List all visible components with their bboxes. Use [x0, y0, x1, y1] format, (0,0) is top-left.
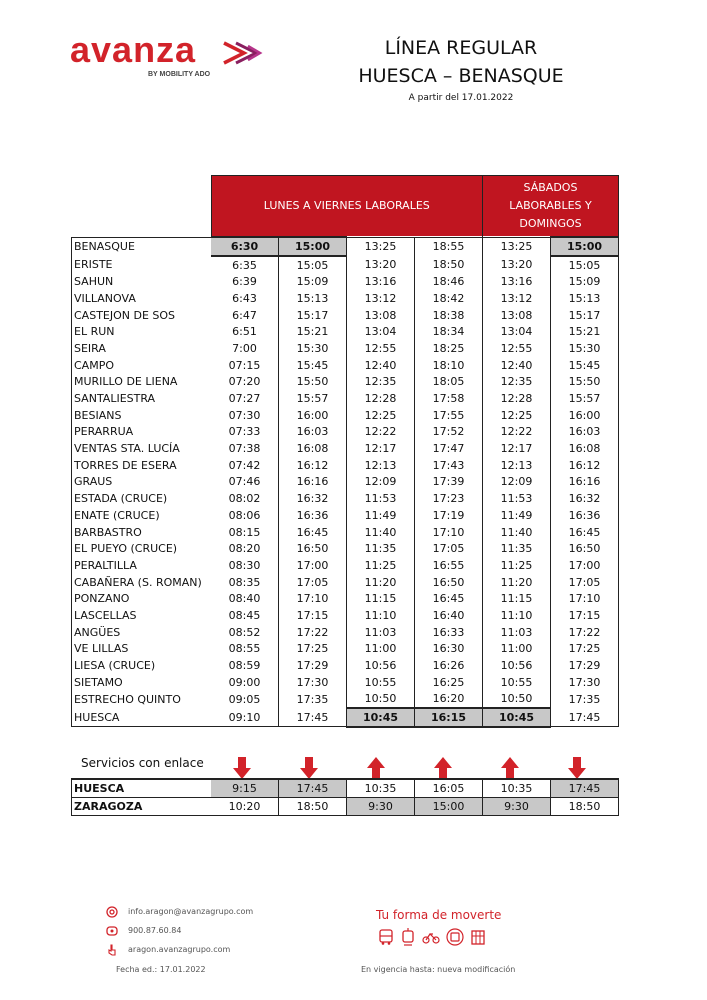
departure-time: 11:53: [483, 490, 551, 507]
departure-time: 10:55: [347, 674, 415, 691]
departure-time: 16:15: [415, 708, 483, 727]
timetable: [71, 175, 619, 728]
departure-time: 13:12: [347, 290, 415, 307]
departure-time: 16:45: [551, 524, 619, 541]
departure-time: 11:15: [347, 590, 415, 607]
departure-time: 11:25: [483, 557, 551, 574]
timetable-row: [72, 540, 619, 557]
stop-name: VE LILLAS: [72, 641, 212, 658]
timetable-body: [72, 237, 619, 727]
departure-time: 11:15: [483, 590, 551, 607]
departure-time: 16:16: [279, 474, 347, 491]
connection-table-body: [72, 779, 619, 816]
departure-time: 16:50: [279, 540, 347, 557]
departure-time: 17:00: [551, 557, 619, 574]
departure-time: 17:23: [415, 490, 483, 507]
departure-time: 16:45: [279, 524, 347, 541]
timetable-row: [72, 574, 619, 591]
stop-name: SANTALIESTRA: [72, 390, 212, 407]
arrow-down-icon: [299, 756, 319, 780]
departure-time: 16:16: [551, 474, 619, 491]
departure-time: 08:06: [211, 507, 279, 524]
effective-date: A partir del 17.01.2022: [408, 93, 514, 103]
coach-icon: [446, 928, 464, 946]
departure-time: 16:55: [415, 557, 483, 574]
departure-time: 17:58: [415, 390, 483, 407]
departure-time: 15:21: [279, 323, 347, 340]
departure-time: 17:29: [279, 657, 347, 674]
stop-name: SIETAMO: [72, 674, 212, 691]
page-title-line1: LÍNEA REGULAR: [384, 37, 538, 59]
departure-time: 18:50: [415, 256, 483, 274]
timetable-row: [72, 641, 619, 658]
stop-name: LIESA (CRUCE): [72, 657, 212, 674]
departure-time: 16:03: [551, 424, 619, 441]
connection-time: 9:15: [211, 779, 279, 798]
avanza-logo: [70, 30, 270, 82]
weekend-header-line3: DOMINGOS: [519, 217, 582, 230]
departure-time: 15:17: [279, 307, 347, 324]
departure-time: 16:32: [551, 490, 619, 507]
departure-time: 11:49: [483, 507, 551, 524]
departure-time: 18:42: [415, 290, 483, 307]
departure-time: 12:13: [483, 457, 551, 474]
departure-time: 07:46: [211, 474, 279, 491]
transport-icons: [378, 928, 498, 950]
timetable-row: [72, 273, 619, 290]
stop-name: TORRES DE ESERA: [72, 457, 212, 474]
timetable-row: [72, 474, 619, 491]
brand-slogan: Tu forma de moverte: [376, 908, 502, 922]
timetable-row: [72, 590, 619, 607]
departure-time: 11:35: [347, 540, 415, 557]
departure-time: 12:28: [347, 390, 415, 407]
departure-time: 6:51: [211, 323, 279, 340]
departure-time: 16:00: [551, 407, 619, 424]
edition-date: Fecha ed.: 17.01.2022: [116, 965, 206, 974]
departure-time: 12:28: [483, 390, 551, 407]
connection-time: 17:45: [551, 779, 619, 798]
departure-time: 11:00: [347, 641, 415, 658]
departure-time: 17:00: [279, 557, 347, 574]
departure-time: 15:50: [551, 374, 619, 391]
timetable-row: [72, 708, 619, 727]
stop-name: ESTADA (CRUCE): [72, 490, 212, 507]
connection-row: [72, 779, 619, 798]
departure-time: 17:39: [415, 474, 483, 491]
stop-name: GRAUS: [72, 474, 212, 491]
departure-time: 11:49: [347, 507, 415, 524]
contact-web[interactable]: aragon.avanzagrupo.com: [128, 945, 231, 954]
departure-time: 11:35: [483, 540, 551, 557]
departure-time: 08:15: [211, 524, 279, 541]
departure-time: 18:34: [415, 323, 483, 340]
bus-icon: [378, 928, 394, 946]
stop-name: PERALTILLA: [72, 557, 212, 574]
stop-name: CASTEJON DE SOS: [72, 307, 212, 324]
departure-time: 12:22: [347, 424, 415, 441]
timetable-row: [72, 524, 619, 541]
departure-time: 17:47: [415, 440, 483, 457]
departure-time: 09:00: [211, 674, 279, 691]
departure-time: 11:10: [483, 607, 551, 624]
departure-time: 16:25: [415, 674, 483, 691]
timetable-row: [72, 691, 619, 709]
departure-time: 08:02: [211, 490, 279, 507]
timetable-row: [72, 657, 619, 674]
contact-email[interactable]: info.aragon@avanzagrupo.com: [128, 907, 254, 916]
arrow-up-icon: [500, 756, 520, 780]
departure-time: 15:30: [279, 340, 347, 357]
connection-arrows-row: [71, 755, 617, 780]
departure-time: 18:05: [415, 374, 483, 391]
connection-time: 18:50: [551, 798, 619, 816]
departure-time: 15:13: [551, 290, 619, 307]
departure-time: 16:20: [415, 691, 483, 709]
departure-time: 15:45: [551, 357, 619, 374]
departure-time: 16:12: [551, 457, 619, 474]
departure-time: 12:40: [483, 357, 551, 374]
departure-time: 08:20: [211, 540, 279, 557]
stop-name: ENATE (CRUCE): [72, 507, 212, 524]
departure-time: 12:55: [347, 340, 415, 357]
departure-time: 16:50: [551, 540, 619, 557]
departure-time: 15:57: [279, 390, 347, 407]
departure-time: 07:27: [211, 390, 279, 407]
contact-email-row: [106, 902, 253, 921]
pointer-hand-icon: [106, 944, 118, 956]
logo-chevron-icon: [222, 40, 268, 66]
validity-note: En vigencia hasta: nueva modificación: [361, 965, 516, 974]
timetable-header: [72, 176, 619, 238]
timetable-row: [72, 390, 619, 407]
departure-time: 08:52: [211, 624, 279, 641]
departure-time: 17:55: [415, 407, 483, 424]
departure-time: 16:36: [279, 507, 347, 524]
timetable-row: [72, 323, 619, 340]
departure-time: 16:33: [415, 624, 483, 641]
connection-time: 9:30: [483, 798, 551, 816]
departure-time: 15:00: [551, 237, 619, 256]
departure-time: 11:20: [483, 574, 551, 591]
departure-time: 10:55: [483, 674, 551, 691]
departure-time: 07:33: [211, 424, 279, 441]
departure-time: 12:09: [347, 474, 415, 491]
departure-time: 10:50: [483, 691, 551, 709]
timetable-row: [72, 340, 619, 357]
departure-time: 13:04: [347, 323, 415, 340]
departure-time: 08:30: [211, 557, 279, 574]
departure-time: 08:55: [211, 641, 279, 658]
bicycle-icon: [422, 928, 440, 946]
page-title-line2: HUESCA – BENASQUE: [358, 65, 564, 87]
departure-time: 6:30: [211, 237, 279, 256]
departure-time: 11:20: [347, 574, 415, 591]
departure-time: 6:43: [211, 290, 279, 307]
connection-services: [71, 755, 617, 780]
departure-time: 6:35: [211, 256, 279, 274]
departure-time: 12:55: [483, 340, 551, 357]
departure-time: 17:30: [551, 674, 619, 691]
departure-time: 10:45: [483, 708, 551, 727]
departure-time: 15:05: [279, 256, 347, 274]
stop-name: PONZANO: [72, 590, 212, 607]
departure-time: 12:35: [483, 374, 551, 391]
timetable-row: [72, 457, 619, 474]
stop-name: VILLANOVA: [72, 290, 212, 307]
arrow-down-icon: [567, 756, 587, 780]
departure-time: 08:40: [211, 590, 279, 607]
departure-time: 11:25: [347, 557, 415, 574]
connection-time: 10:35: [347, 779, 415, 798]
departure-time: 10:56: [347, 657, 415, 674]
departure-time: 17:15: [551, 607, 619, 624]
stop-name: LASCELLAS: [72, 607, 212, 624]
departure-time: 17:35: [551, 691, 619, 709]
timetable-row: [72, 357, 619, 374]
contact-info: [106, 902, 253, 959]
departure-time: 11:10: [347, 607, 415, 624]
timetable-row: [72, 407, 619, 424]
connection-table: [71, 778, 619, 816]
stop-name: ANGÜES: [72, 624, 212, 641]
departure-time: 16:00: [279, 407, 347, 424]
arrow-up-icon: [433, 756, 453, 780]
departure-time: 13:25: [483, 237, 551, 256]
departure-time: 17:15: [279, 607, 347, 624]
departure-time: 15:45: [279, 357, 347, 374]
timetable-row: [72, 607, 619, 624]
stop-name: BESIANS: [72, 407, 212, 424]
departure-time: 10:56: [483, 657, 551, 674]
departure-time: 07:15: [211, 357, 279, 374]
building-icon: [470, 928, 486, 946]
connection-time: 17:45: [279, 779, 347, 798]
departure-time: 13:08: [347, 307, 415, 324]
departure-time: 15:13: [279, 290, 347, 307]
departure-time: 16:08: [551, 440, 619, 457]
connection-label: Servicios con enlace: [81, 756, 204, 770]
departure-time: 10:45: [347, 708, 415, 727]
contact-phone-row: [106, 921, 253, 940]
departure-time: 17:10: [415, 524, 483, 541]
departure-time: 11:03: [347, 624, 415, 641]
stop-name: CAMPO: [72, 357, 212, 374]
departure-time: 13:16: [483, 273, 551, 290]
stop-name: PERARRUA: [72, 424, 212, 441]
departure-time: 07:20: [211, 374, 279, 391]
connection-time: 15:00: [415, 798, 483, 816]
connection-row: [72, 798, 619, 816]
timetable-row: [72, 237, 619, 256]
departure-time: 17:05: [279, 574, 347, 591]
departure-time: 12:17: [347, 440, 415, 457]
departure-time: 07:42: [211, 457, 279, 474]
stop-name: BARBASTRO: [72, 524, 212, 541]
connection-time: 10:35: [483, 779, 551, 798]
stop-name: ESTRECHO QUINTO: [72, 691, 212, 709]
departure-time: 10:50: [347, 691, 415, 709]
departure-time: 17:19: [415, 507, 483, 524]
departure-time: 11:40: [483, 524, 551, 541]
departure-time: 17:25: [551, 641, 619, 658]
logo-wordmark: avanza: [70, 29, 197, 70]
departure-time: 12:25: [347, 407, 415, 424]
departure-time: 16:32: [279, 490, 347, 507]
departure-time: 16:26: [415, 657, 483, 674]
departure-time: 13:08: [483, 307, 551, 324]
departure-time: 13:20: [347, 256, 415, 274]
departure-time: 15:09: [551, 273, 619, 290]
timetable-row: [72, 290, 619, 307]
arrow-up-icon: [366, 756, 386, 780]
departure-time: 17:22: [279, 624, 347, 641]
departure-time: 18:25: [415, 340, 483, 357]
contact-phone[interactable]: 900.87.60.84: [128, 926, 182, 935]
departure-time: 16:36: [551, 507, 619, 524]
departure-time: 15:17: [551, 307, 619, 324]
departure-time: 15:50: [279, 374, 347, 391]
departure-time: 11:00: [483, 641, 551, 658]
timetable-row: [72, 507, 619, 524]
departure-time: 16:08: [279, 440, 347, 457]
departure-time: 15:30: [551, 340, 619, 357]
departure-time: 13:12: [483, 290, 551, 307]
departure-time: 16:03: [279, 424, 347, 441]
timetable-row: [72, 374, 619, 391]
phone-icon: [106, 925, 118, 937]
timetable-row: [72, 424, 619, 441]
departure-time: 12:22: [483, 424, 551, 441]
departure-time: 13:04: [483, 323, 551, 340]
departure-time: 17:05: [415, 540, 483, 557]
stop-name: EL RUN: [72, 323, 212, 340]
departure-time: 17:05: [551, 574, 619, 591]
arrow-down-icon: [232, 756, 252, 780]
weekday-header: LUNES A VIERNES LABORALES: [211, 176, 483, 238]
departure-time: 12:25: [483, 407, 551, 424]
stop-name: BENASQUE: [72, 237, 212, 256]
connection-time: 10:20: [211, 798, 279, 816]
departure-time: 11:03: [483, 624, 551, 641]
departure-time: 09:10: [211, 708, 279, 727]
stop-name: MURILLO DE LIENA: [72, 374, 212, 391]
stop-name: HUESCA: [72, 708, 212, 727]
departure-time: 12:09: [483, 474, 551, 491]
departure-time: 15:00: [279, 237, 347, 256]
stop-name: CABAÑERA (S. ROMAN): [72, 574, 212, 591]
departure-time: 15:57: [551, 390, 619, 407]
departure-time: 07:38: [211, 440, 279, 457]
departure-time: 13:25: [347, 237, 415, 256]
header-blank: [72, 176, 212, 238]
departure-time: 6:47: [211, 307, 279, 324]
departure-time: 6:39: [211, 273, 279, 290]
departure-time: 18:10: [415, 357, 483, 374]
departure-time: 07:30: [211, 407, 279, 424]
departure-time: 15:05: [551, 256, 619, 274]
departure-time: 17:52: [415, 424, 483, 441]
departure-time: 17:35: [279, 691, 347, 709]
timetable-row: [72, 624, 619, 641]
departure-time: 11:40: [347, 524, 415, 541]
departure-time: 16:45: [415, 590, 483, 607]
timetable-row: [72, 440, 619, 457]
contact-web-row: [106, 940, 253, 959]
departure-time: 18:46: [415, 273, 483, 290]
departure-time: 16:30: [415, 641, 483, 658]
connection-time: 16:05: [415, 779, 483, 798]
timetable-row: [72, 256, 619, 274]
departure-time: 15:09: [279, 273, 347, 290]
stop-name: VENTAS STA. LUCÍA: [72, 440, 212, 457]
departure-time: 13:16: [347, 273, 415, 290]
departure-time: 08:59: [211, 657, 279, 674]
departure-time: 12:35: [347, 374, 415, 391]
tram-icon: [400, 928, 416, 946]
stop-name: SEIRA: [72, 340, 212, 357]
departure-time: 16:40: [415, 607, 483, 624]
departure-time: 17:10: [279, 590, 347, 607]
stop-name: SAHUN: [72, 273, 212, 290]
departure-time: 11:53: [347, 490, 415, 507]
connection-time: 18:50: [279, 798, 347, 816]
departure-time: 09:05: [211, 691, 279, 709]
connection-stop-name: HUESCA: [72, 779, 212, 798]
departure-time: 17:45: [551, 708, 619, 727]
departure-time: 08:45: [211, 607, 279, 624]
stop-name: EL PUEYO (CRUCE): [72, 540, 212, 557]
weekend-header: [483, 176, 619, 238]
departure-time: 13:20: [483, 256, 551, 274]
departure-time: 18:38: [415, 307, 483, 324]
connection-time: 9:30: [347, 798, 415, 816]
departure-time: 15:21: [551, 323, 619, 340]
timetable-row: [72, 557, 619, 574]
timetable-row: [72, 490, 619, 507]
departure-time: 18:55: [415, 237, 483, 256]
departure-time: 08:35: [211, 574, 279, 591]
departure-time: 17:22: [551, 624, 619, 641]
logo-tagline: BY MOBILITY ADO: [148, 71, 211, 78]
at-sign-icon: [106, 906, 118, 918]
timetable-row: [72, 674, 619, 691]
departure-time: 17:29: [551, 657, 619, 674]
departure-time: 16:12: [279, 457, 347, 474]
departure-time: 16:50: [415, 574, 483, 591]
departure-time: 17:45: [279, 708, 347, 727]
connection-stop-name: ZARAGOZA: [72, 798, 212, 816]
departure-time: 12:13: [347, 457, 415, 474]
stop-name: ERISTE: [72, 256, 212, 274]
departure-time: 17:25: [279, 641, 347, 658]
weekend-header-line1: SÁBADOS: [523, 181, 578, 194]
departure-time: 7:00: [211, 340, 279, 357]
departure-time: 17:43: [415, 457, 483, 474]
departure-time: 12:40: [347, 357, 415, 374]
departure-time: 12:17: [483, 440, 551, 457]
departure-time: 17:30: [279, 674, 347, 691]
timetable-row: [72, 307, 619, 324]
weekend-header-line2: LABORABLES Y: [509, 199, 592, 212]
departure-time: 17:10: [551, 590, 619, 607]
